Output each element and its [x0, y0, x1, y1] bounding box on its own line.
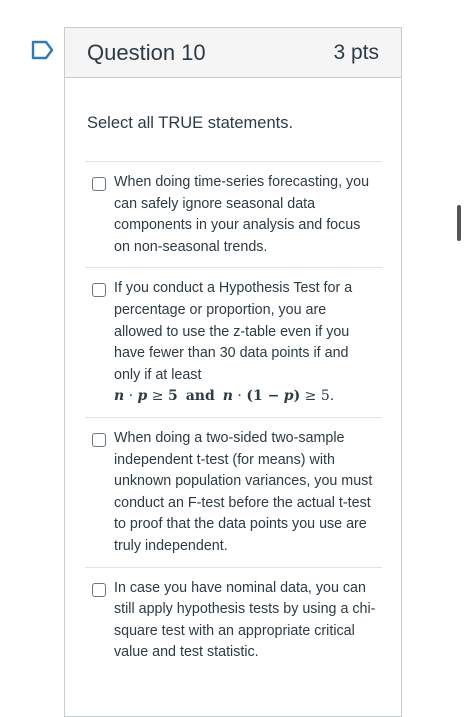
question-points: 3 pts	[333, 40, 379, 64]
answer-text: If you conduct a Hypothesis Test for a percentage or proportion, you are allowed to use the z-table even if you have fewer than 30 data points if and only if at least	[114, 280, 353, 383]
formula-p-2: p	[283, 388, 294, 405]
formula-n: n	[114, 388, 125, 405]
answer-formula	[114, 388, 334, 404]
answer-option-1[interactable]	[85, 161, 382, 267]
answer-text-block	[114, 278, 376, 408]
question-card	[64, 27, 402, 717]
checkbox-icon[interactable]	[92, 433, 106, 447]
formula-and: and	[185, 388, 215, 405]
question-header	[65, 28, 401, 78]
question-prompt	[87, 114, 293, 133]
formula-dot-2: ·	[237, 388, 242, 405]
formula-one-minus: (1 −	[246, 388, 280, 405]
answer-text: In case you have nominal data, you can still apply hypothesis tests by using a chi-square test with an appropriate critical value and test statistic.	[114, 579, 376, 661]
answer-option-2[interactable]	[85, 267, 382, 417]
answer-option-4[interactable]	[85, 567, 382, 673]
question-title: Question 10	[87, 39, 206, 65]
answer-text: When doing time-series forecasting, you can safely ignore seasonal data components in your analysis and focus on non-seasonal trends.	[114, 174, 370, 255]
formula-five: 5	[167, 388, 178, 405]
checkbox-icon[interactable]	[92, 283, 106, 297]
formula-ge-2: ≥	[304, 388, 317, 405]
answer-list	[85, 161, 382, 673]
flag-question-icon[interactable]	[31, 40, 55, 60]
checkbox-icon[interactable]	[92, 583, 106, 597]
scrollbar-thumb[interactable]	[457, 205, 461, 241]
prompt-prefix: Select all	[87, 114, 159, 132]
answer-option-3[interactable]	[85, 417, 382, 567]
formula-five-end: 5.	[320, 388, 335, 405]
checkbox-icon[interactable]	[92, 177, 106, 191]
prompt-suffix: statements.	[203, 114, 294, 132]
formula-close: )	[293, 388, 301, 405]
formula-dot: ·	[128, 388, 134, 405]
answer-text: When doing a two-sided two-sample independent t-test (for means) with unknown population variances, you must conduct an F-test before the actual t-test to proof that the data points you use are truly independent.	[114, 429, 373, 554]
formula-n-2: n	[222, 388, 233, 405]
formula-p: p	[137, 388, 148, 405]
prompt-bold: TRUE	[158, 114, 204, 132]
formula-ge: ≥	[151, 388, 164, 405]
